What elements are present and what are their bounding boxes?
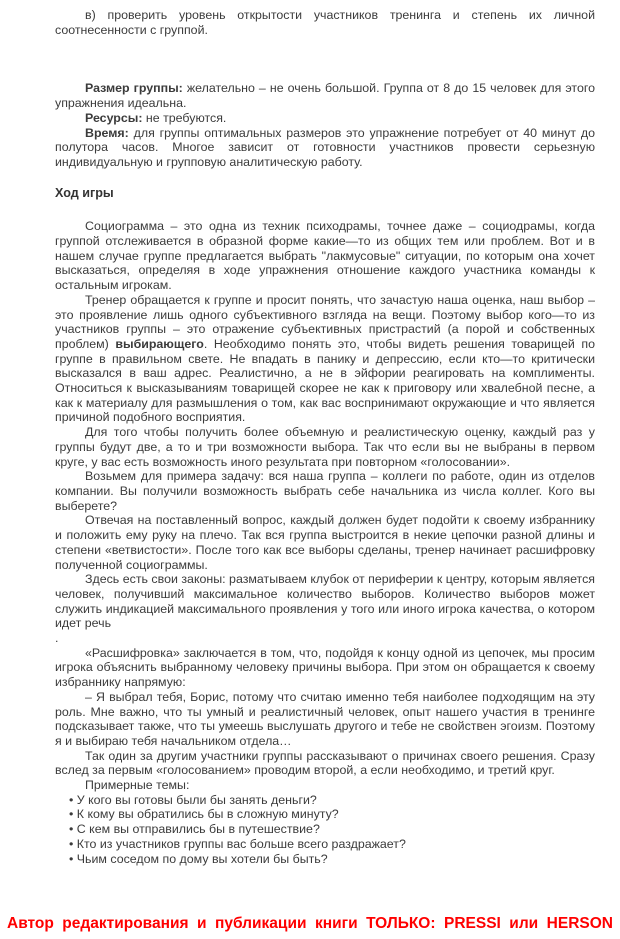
paragraph-text: . Необходимо понять это, чтобы видеть решения товарищей по группе в правильном свете. Не впадать в панику и депрессию, если кто—то критически высказался в ваш адрес. Реалистично, а не в эйфории реагировать на комплименты. Относиться к высказываниям товарищей скорее не как к приговору или хвалебной песне, а как к материалу для размышления о том, как вас воспринимают окружающие и что является причиной подобного восприятия.	[55, 336, 595, 425]
paragraph-decoding: «Расшифровка» заключается в том, что, подойдя к концу одной из цепочек, мы просим игрока объяснить выбранному человеку причины выбора. При этом он обращается к своему избраннику напрямую:	[55, 645, 595, 690]
vertical-spacer	[55, 170, 595, 186]
meta-time	[55, 126, 595, 170]
theme-item: • К кому вы обратились бы в сложную минуту?	[69, 807, 339, 822]
themes-title: Примерные темы:	[85, 778, 190, 793]
meta-label-group-size: Размер группы:	[85, 81, 183, 96]
vertical-spacer	[55, 200, 595, 219]
paragraph-answering: Отвечая на поставленный вопрос, каждый должен будет подойти к своему избраннику и положить ему руку на плечо. Так вся группа выстроится в некие цепочки разной длины и степени «ветвистости». После того как все выборы сделаны, тренер начинает расшифровку полученной социограммы.	[55, 513, 595, 572]
paragraph-rules: Здесь есть свои законы: разматываем клубок от периферии к центру, которым является человек, получивший максимальное количество выборов. Количество выборов может служить индикацией максимального проявления у того или иного игрока качества, о котором идет речь	[55, 572, 595, 631]
footer-credit: Автор редактирования и публикации книги ТОЛЬКО: PRESSI или HERSON	[7, 915, 613, 932]
theme-item: • У кого вы готовы были бы занять деньги?	[69, 792, 317, 807]
paragraph-dialogue: – Я выбрал тебя, Борис, потому что считаю именно тебя наиболее подходящим на эту роль. Мне важно, что ты умный и реалистичный человек, опыт нашего участия в тренинге подсказывает также, что ты умеешь выслушать другого и тебе не свойствен эгоизм. Поэтому я и выбираю тебя начальником отдела…	[55, 689, 595, 748]
section-title: Ход игры	[55, 185, 114, 200]
theme-item: • С кем вы отправились бы в путешествие?	[69, 822, 320, 837]
paragraph-rounds: Так один за другим участники группы рассказывают о причинах своего решения. Сразу вслед за первым «голосованием» проводим второй, а если необходимо, и третий круг.	[55, 748, 595, 778]
meta-text-resources: не требуются.	[142, 110, 227, 125]
meta-label-time: Время:	[85, 125, 129, 140]
paragraph-evaluation: Для того чтобы получить более объемную и реалистическую оценку, каждый раз у группы будут две, а то и три возможности выбора. Так что если вы не выбраны в первом круге, у вас есть возможность иного результата при повторном «голосовании».	[55, 425, 595, 469]
meta-group-size	[55, 81, 595, 110]
paragraph-example-task: Возьмем для примера задачу: вся наша группа – коллеги по работе, один из отделов компании. Вы получили возможность выбрать себе начальника из числа коллег. Кого вы выберете?	[55, 469, 595, 513]
intro-paragraph: в) проверить уровень открытости участников тренинга и степень их личной соотнесенности с группой.	[55, 8, 595, 37]
stray-period-line: .	[55, 631, 59, 646]
meta-label-resources: Ресурсы:	[85, 110, 143, 125]
meta-text-time: для группы оптимальных размеров это упражнение потребует от 40 минут до полутора часов. Многое зависит от готовности участников провести серьезную индивидуальную и групповую аналитическую работу.	[55, 125, 595, 169]
paragraph-sociogram: Социограмма – это одна из техник психодрамы, точнее даже – социодрамы, когда группой отслеживается в образной форме какие—то из общих тем или проблем. Вот и в нашем случае группе предлагается выбрать "лакмусовые" ситуации, по которым она хочет высказаться, определяя в ходе упражнения отношение каждого участника команды к остальным игрокам.	[55, 219, 595, 293]
meta-text-group-size: желательно – не очень большой. Группа от 8 до 15 человек для этого упражнения идеальна.	[55, 81, 595, 111]
meta-resources	[55, 111, 595, 126]
paragraph-trainer	[55, 293, 595, 425]
vertical-spacer	[55, 37, 595, 81]
theme-item: • Кто из участников группы вас больше всего раздражает?	[69, 836, 406, 851]
theme-item: • Чьим соседом по дому вы хотели бы быть?	[69, 851, 328, 866]
paragraph-text: Тренер обращается к группе и просит понять, что зачастую наша оценка, наш выбор – это проявление лишь одного субъективного взгляда на вещи. Поэтому выбор кого—то из участников группы – это отражение субъективных пристрастий (а порой и собственных проблем)	[55, 292, 595, 351]
bold-word: выбирающего	[115, 336, 204, 351]
